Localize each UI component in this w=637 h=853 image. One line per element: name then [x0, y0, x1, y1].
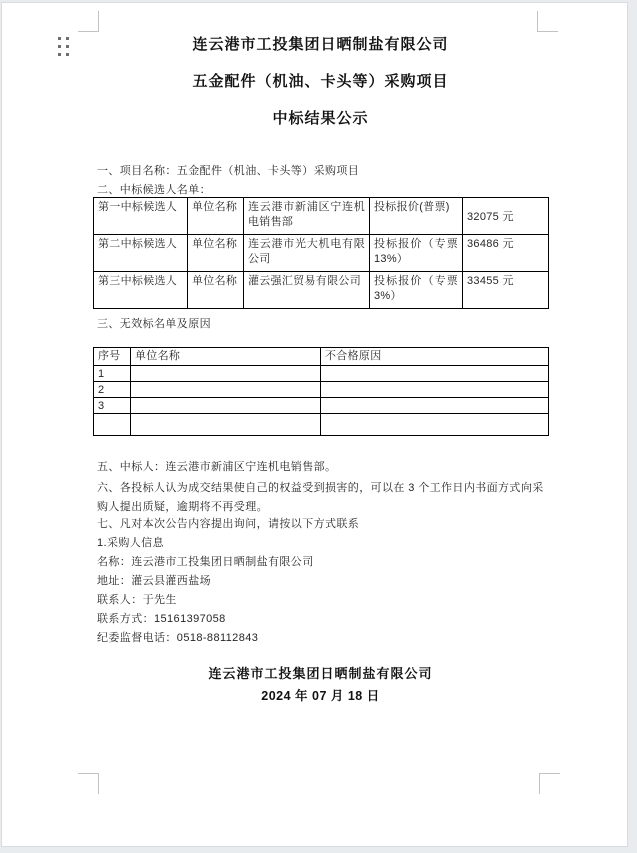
unit-label-cell: 单位名称 [188, 235, 244, 272]
crop-mark-top-right-icon [537, 11, 558, 32]
unit-cell [131, 414, 321, 436]
price-cell: 33455 元 [463, 272, 549, 309]
price-label-cell: 投标报价(普票) [370, 198, 463, 235]
section-contact-intro: 七、凡对本次公告内容提出询问，请按以下方式联系 [97, 518, 360, 530]
purchaser-contact-person: 联系人：于先生 [97, 594, 177, 606]
table-row [94, 366, 549, 382]
table-row [94, 198, 549, 235]
unit-cell [131, 382, 321, 398]
table-row [94, 398, 549, 414]
unit-label-cell: 单位名称 [188, 272, 244, 309]
doc-title-line1: 连云港市工投集团日晒制盐有限公司 [192, 36, 449, 53]
unit-label-cell: 单位名称 [188, 198, 244, 235]
crop-mark-bottom-left-icon [78, 773, 99, 794]
drag-handle-icon[interactable] [58, 37, 69, 56]
reason-cell [321, 398, 549, 414]
company-cell: 连云港市光大机电有限公司 [244, 235, 370, 272]
price-cell: 36486 元 [463, 235, 549, 272]
section-heading-candidates: 二、中标候选人名单： [97, 184, 211, 196]
purchaser-address: 地址：灌云县灌西盐场 [97, 575, 211, 587]
section-winner: 五、中标人：连云港市新浦区宁连机电销售部。 [97, 461, 337, 473]
doc-title-line2: 五金配件（机油、卡头等）采购项目 [192, 73, 449, 90]
footer-company: 连云港市工投集团日晒制盐有限公司 [208, 666, 433, 681]
reason-cell [321, 382, 549, 398]
col-header-reason: 不合格原因 [321, 348, 549, 366]
document-page [1, 2, 628, 847]
serial-cell: 2 [94, 382, 131, 398]
table-row [94, 235, 549, 272]
col-header-serial: 序号 [94, 348, 131, 366]
table-row [94, 272, 549, 309]
purchaser-name: 名称：连云港市工投集团日晒制盐有限公司 [97, 556, 314, 568]
purchaser-heading: 1.采购人信息 [97, 537, 164, 549]
price-label-cell: 投标报价（专票 13%） [370, 235, 463, 272]
serial-cell: 3 [94, 398, 131, 414]
serial-cell [94, 414, 131, 436]
purchaser-info-block [97, 534, 314, 648]
reason-cell [321, 414, 549, 436]
company-cell: 连云港市新浦区宁连机电销售部 [244, 198, 370, 235]
unit-cell [131, 398, 321, 414]
rank-cell: 第三中标候选人 [94, 272, 188, 309]
col-header-unit: 单位名称 [131, 348, 321, 366]
table-header-row [94, 348, 549, 366]
candidates-table [93, 197, 549, 309]
table-row [94, 414, 549, 436]
reason-cell [321, 366, 549, 382]
purchaser-supervision-phone: 纪委监督电话：0518-88112843 [97, 632, 259, 644]
table-row [94, 382, 549, 398]
crop-mark-top-left-icon [78, 11, 99, 32]
section-heading-project-name: 一、项目名称：五金配件（机油、卡头等）采购项目 [97, 165, 360, 177]
footer-date: 2024 年 07 月 18 日 [261, 689, 380, 703]
company-cell: 灌云强汇贸易有限公司 [244, 272, 370, 309]
price-cell: 32075 元 [463, 198, 549, 235]
rank-cell: 第二中标候选人 [94, 235, 188, 272]
crop-mark-bottom-right-icon [539, 773, 560, 794]
serial-cell: 1 [94, 366, 131, 382]
unit-cell [131, 366, 321, 382]
rank-cell: 第一中标候选人 [94, 198, 188, 235]
doc-title-line3: 中标结果公示 [272, 110, 369, 127]
invalid-bids-table [93, 347, 549, 436]
price-label-cell: 投标报价（专票 3%） [370, 272, 463, 309]
section-objection-terms: 六、各投标人认为成交结果使自己的权益受到损害的，可以在 3 个工作日内书面方式向采购人提出质疑，逾期将不再受理。 [97, 482, 544, 513]
section-heading-invalid-bids: 三、无效标名单及原因 [97, 318, 211, 330]
purchaser-contact-phone: 联系方式：15161397058 [97, 613, 226, 625]
